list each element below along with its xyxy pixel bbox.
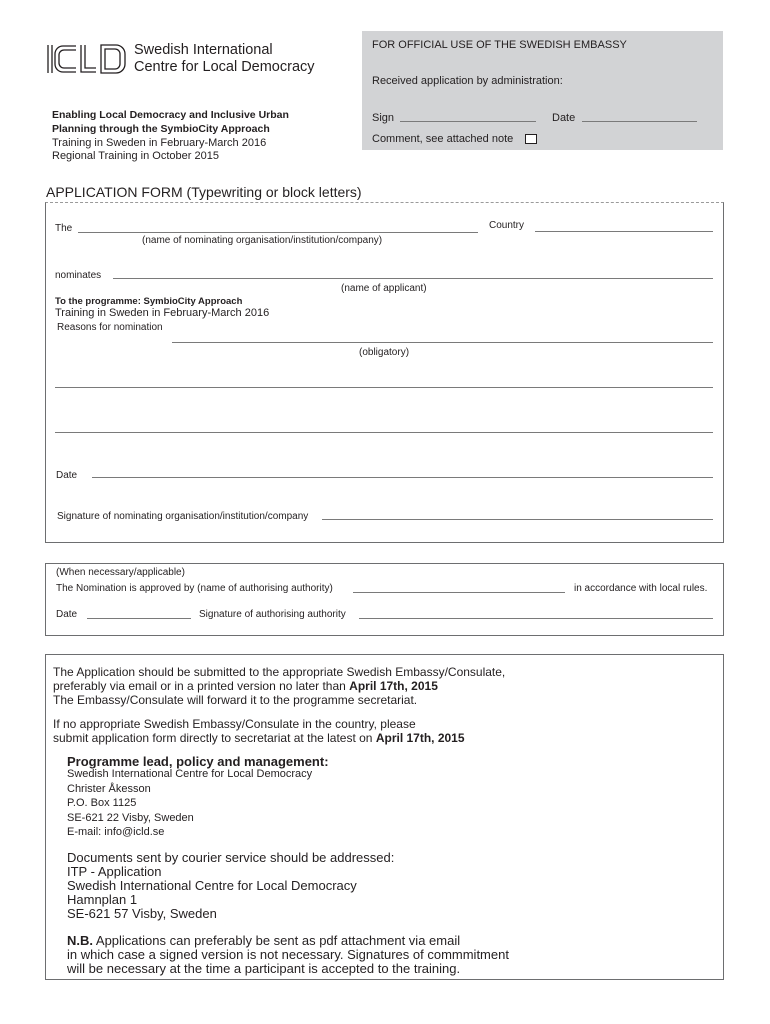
obligatory-hint: (obligatory) bbox=[359, 347, 410, 358]
courier-line3: Hamnplan 1 bbox=[67, 892, 138, 907]
official-received-label: Received application by administration: bbox=[372, 75, 563, 87]
signature-field[interactable] bbox=[322, 519, 713, 520]
nb-line1-text: Applications can preferably be sent as pdf attachment via email bbox=[93, 933, 461, 948]
submission-p1-line2-text: preferably via email or in a printed version no later than bbox=[53, 679, 350, 693]
authorising-authority-field[interactable] bbox=[353, 592, 565, 593]
org-name-line2: Centre for Local Democracy bbox=[134, 59, 315, 75]
courier-line2: Swedish International Centre for Local Democracy bbox=[67, 878, 357, 893]
applicant-name-field[interactable] bbox=[113, 278, 713, 279]
courier-address bbox=[67, 851, 394, 921]
reasons-field-2[interactable] bbox=[55, 387, 713, 388]
contact-heading: Programme lead, policy and management: bbox=[67, 754, 329, 769]
org-hint: (name of nominating organisation/institution/company) bbox=[142, 235, 383, 246]
nb-line1 bbox=[67, 934, 509, 948]
approval-when: (When necessary/applicable) bbox=[56, 567, 185, 578]
approval-approved-by: The Nomination is approved by (name of authorising authority) bbox=[56, 583, 333, 594]
submission-deadline-1: April 17th, 2015 bbox=[349, 679, 438, 693]
submission-p2-line2 bbox=[53, 731, 465, 745]
nb-label: N.B. bbox=[67, 933, 93, 948]
approval-local-rules: in accordance with local rules. bbox=[574, 583, 708, 594]
org-name bbox=[134, 42, 315, 76]
training-line: Training in Sweden in February-March 2016 bbox=[55, 307, 270, 319]
contact-box: P.O. Box 1125 bbox=[67, 797, 137, 809]
official-comment-label: Comment, see attached note bbox=[372, 133, 514, 145]
official-sign-label: Sign bbox=[372, 112, 395, 124]
date-label: Date bbox=[56, 470, 78, 481]
courier-heading: Documents sent by courier service should be addressed: bbox=[67, 850, 395, 865]
submission-paragraph-1 bbox=[53, 665, 505, 707]
programme-training-regional: Regional Training in October 2015 bbox=[52, 150, 219, 162]
programme-title-line1: Enabling Local Democracy and Inclusive Urban bbox=[52, 109, 289, 121]
reasons-label: Reasons for nomination bbox=[57, 322, 163, 333]
applicant-hint: (name of applicant) bbox=[341, 283, 427, 294]
reasons-field-1[interactable] bbox=[172, 342, 713, 343]
icld-logo bbox=[46, 42, 136, 76]
courier-line1: ITP - Application bbox=[67, 864, 162, 879]
official-use-title: FOR OFFICIAL USE OF THE SWEDISH EMBASSY bbox=[372, 39, 627, 51]
approval-signature-label: Signature of authorising authority bbox=[199, 609, 346, 620]
submission-p2-line2-text: submit application form directly to secretariat at the latest on bbox=[53, 731, 376, 745]
submission-p1-line3: The Embassy/Consulate will forward it to the programme secretariat. bbox=[53, 693, 418, 707]
submission-p1-line2 bbox=[53, 679, 505, 693]
org-name-line1: Swedish International bbox=[134, 42, 273, 58]
contact-org: Swedish International Centre for Local Democracy bbox=[67, 768, 313, 780]
nb-line3: will be necessary at the time a participant is accepted to the training. bbox=[67, 961, 461, 976]
date-field[interactable] bbox=[92, 477, 713, 478]
programme-training-sweden: Training in Sweden in February-March 2016 bbox=[52, 137, 267, 149]
nominates-label: nominates bbox=[55, 270, 102, 281]
nominating-org-field[interactable] bbox=[78, 232, 478, 233]
the-label: The bbox=[55, 223, 73, 234]
submission-p1-line1: The Application should be submitted to the appropriate Swedish Embassy/Consulate, bbox=[53, 665, 506, 679]
contact-person: Christer Åkesson bbox=[67, 783, 151, 795]
comment-checkbox[interactable] bbox=[525, 134, 537, 144]
contact-city: SE-621 22 Visby, Sweden bbox=[67, 812, 194, 824]
nb-line2: in which case a signed version is not necessary. Signatures of commmitment bbox=[67, 947, 509, 962]
official-date-field[interactable] bbox=[582, 121, 697, 122]
nomination-section bbox=[45, 202, 724, 543]
signature-label: Signature of nominating organisation/institution/company bbox=[57, 511, 309, 522]
official-date-label: Date bbox=[552, 112, 576, 124]
nb-note bbox=[67, 934, 509, 976]
approval-date-field[interactable] bbox=[87, 618, 191, 619]
contact-email: E-mail: info@icld.se bbox=[67, 826, 165, 838]
approval-date-label: Date bbox=[56, 609, 78, 620]
country-field[interactable] bbox=[535, 231, 713, 232]
programme-title-line2: Planning through the SymbioCity Approach bbox=[52, 123, 270, 135]
country-label: Country bbox=[489, 220, 525, 231]
courier-line4: SE-621 57 Visby, Sweden bbox=[67, 906, 217, 921]
to-programme: To the programme: SymbioCity Approach bbox=[55, 296, 243, 307]
submission-p2-line1: If no appropriate Swedish Embassy/Consulate in the country, please bbox=[53, 717, 416, 731]
official-sign-field[interactable] bbox=[400, 121, 536, 122]
reasons-field-3[interactable] bbox=[55, 432, 713, 433]
submission-paragraph-2 bbox=[53, 717, 465, 745]
approval-signature-field[interactable] bbox=[359, 618, 713, 619]
form-heading: APPLICATION FORM (Typewriting or block letters) bbox=[46, 184, 362, 200]
programme-title bbox=[52, 108, 332, 136]
submission-deadline-2: April 17th, 2015 bbox=[375, 731, 465, 745]
